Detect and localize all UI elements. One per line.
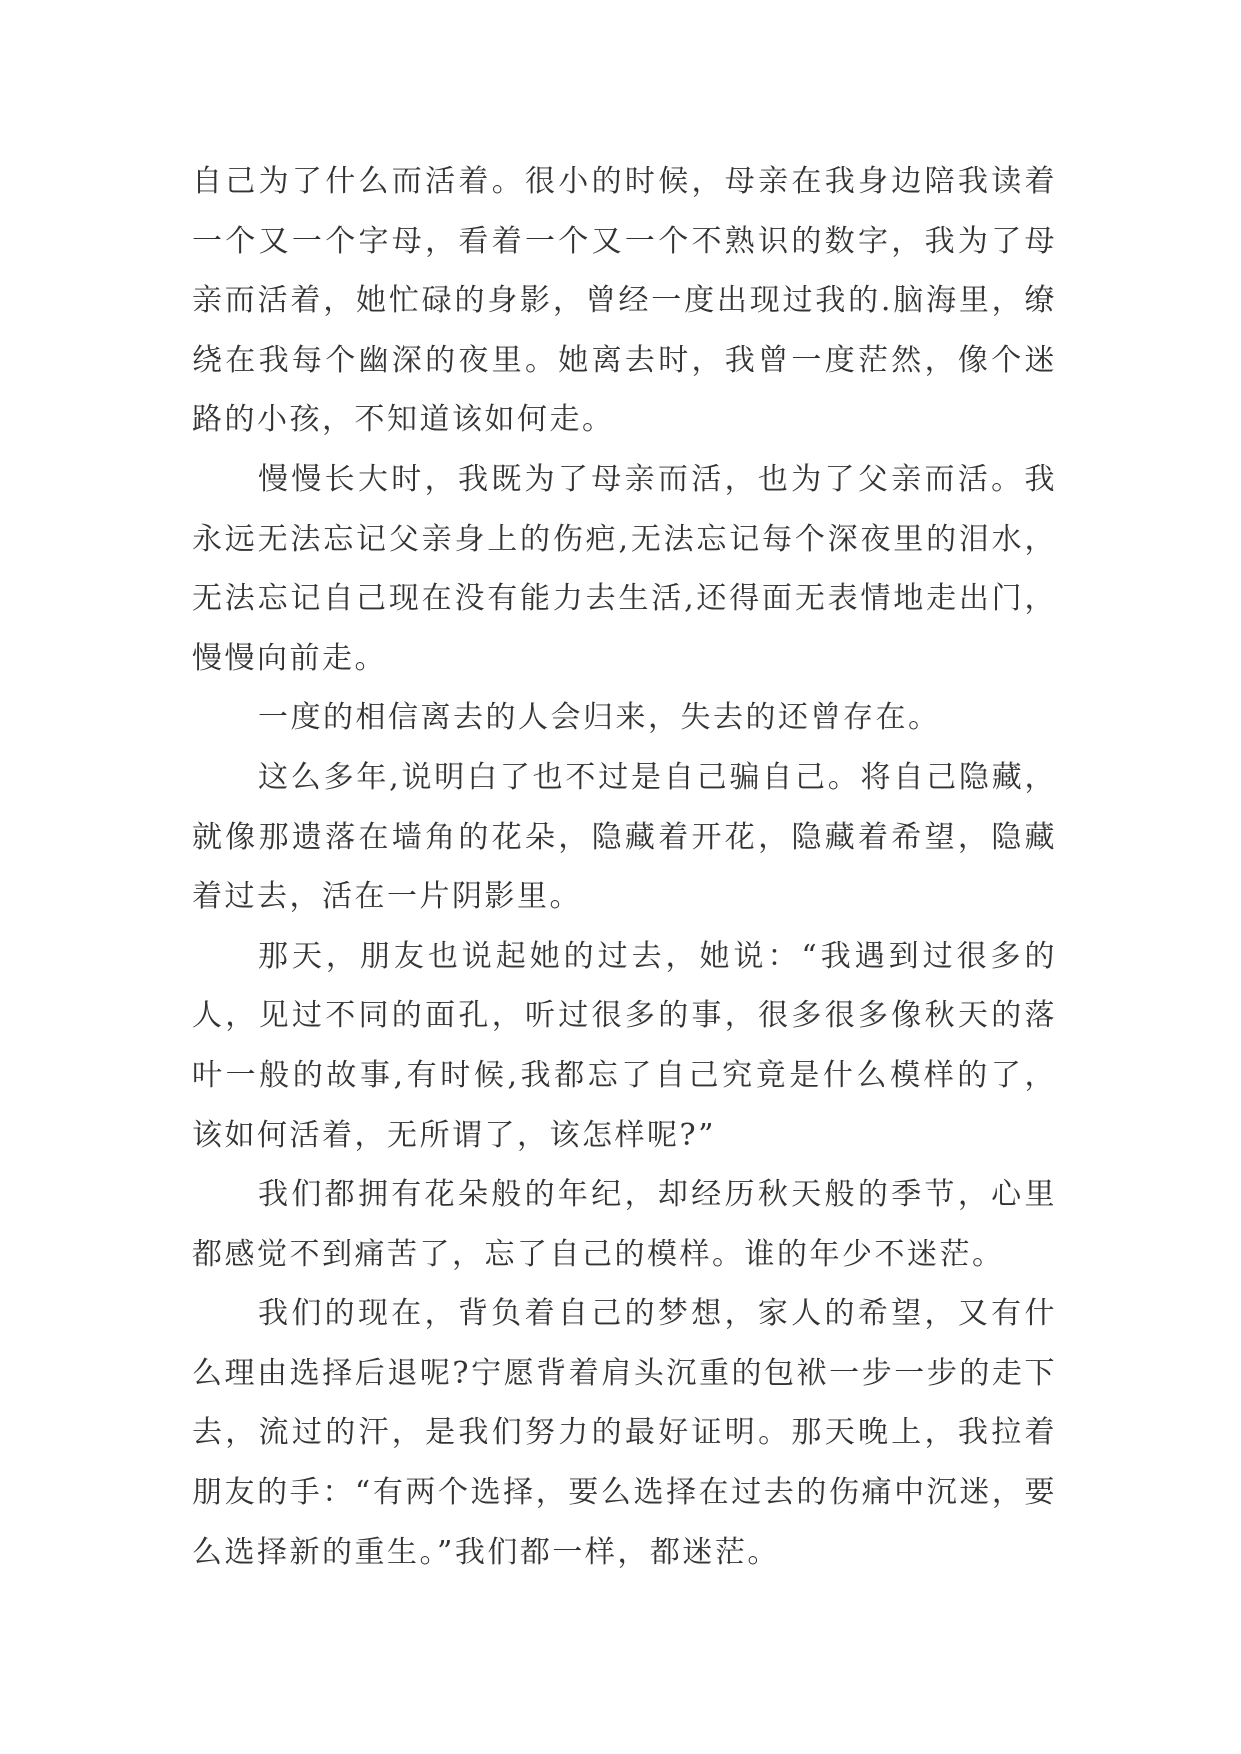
paragraph-7: 我们的现在，背负着自己的梦想，家人的希望，又有什么理由选择后退呢?宁愿背着肩头沉重的包袱一步一步的走下去，流过的汗，是我们努力的最好证明。那天晚上，我拉着朋友的手：“有两个选择，要么选择在过去的伤痛中沉迷，要么选择新的重生。”我们都一样，都迷茫。 — [192, 1296, 1057, 1570]
document-body — [192, 152, 1057, 1582]
paragraph-4: 这么多年,说明白了也不过是自己骗自己。将自己隐藏，就像那遗落在墙角的花朵，隐藏着开花，隐藏着希望，隐藏着过去，活在一片阴影里。 — [192, 759, 1057, 915]
paragraph-5: 那天，朋友也说起她的过去，她说：“我遇到过很多的人，见过不同的面孔，听过很多的事，很多很多像秋天的落叶一般的故事,有时候,我都忘了自己究竟是什么模样的了，该如何活着，无所谓了，该怎样呢?” — [192, 938, 1057, 1153]
paragraph-3: 一度的相信离去的人会归来，失去的还曾存在。 — [258, 700, 941, 736]
paragraph-2: 慢慢长大时，我既为了母亲而活，也为了父亲而活。我永远无法忘记父亲身上的伤疤,无法忘记每个深夜里的泪水，无法忘记自己现在没有能力去生活,还得面无表情地走出门，慢慢向前走。 — [192, 461, 1057, 676]
paragraph-1: 自己为了什么而活着。很小的时候，母亲在我身边陪我读着一个又一个字母，看着一个又一个不熟识的数字，我为了母亲而活着，她忙碌的身影，曾经一度出现过我的.脑海里，缭绕在我每个幽深的夜里。她离去时，我曾一度茫然，像个迷路的小孩，不知道该如何走。 — [192, 164, 1057, 438]
paragraph-6: 我们都拥有花朵般的年纪，却经历秋天般的季节，心里都感觉不到痛苦了，忘了自己的模样。谁的年少不迷茫。 — [192, 1177, 1057, 1272]
